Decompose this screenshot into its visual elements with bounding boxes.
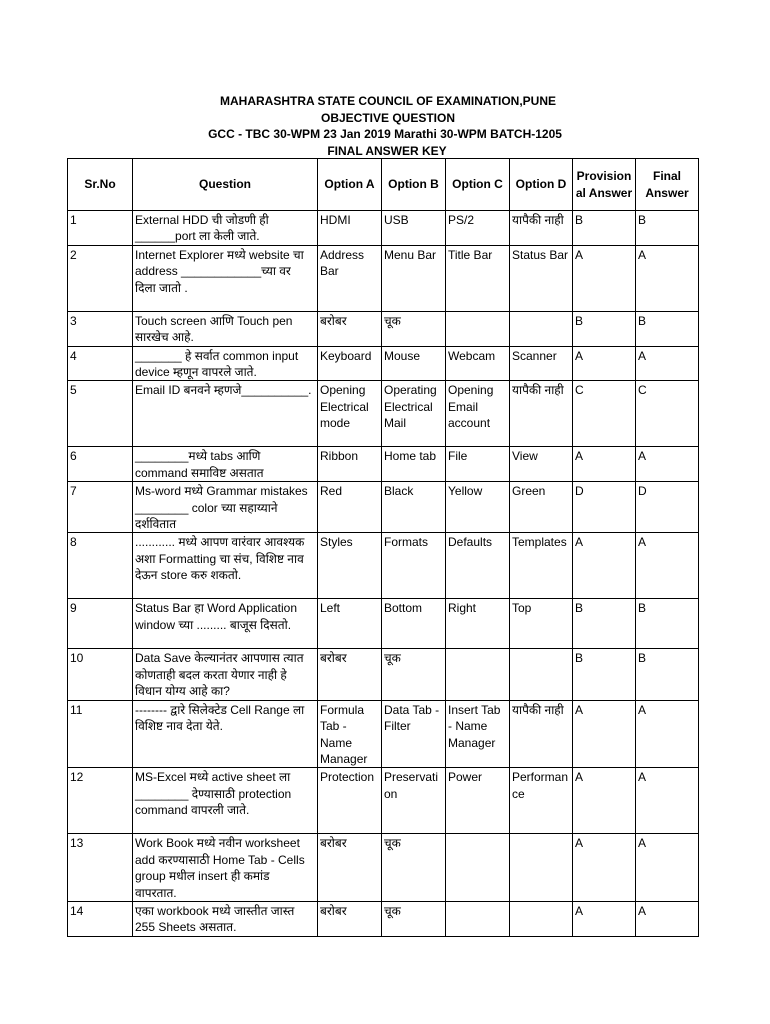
table-row (68, 901, 699, 936)
cell-question: Ms-word मध्ये Grammar mistakes ________ color च्या सहाय्याने दर्शवितात (133, 482, 318, 533)
cell-option-c: Defaults (446, 533, 510, 599)
document-heading (0, 93, 770, 159)
cell-option-a: Ribbon (318, 447, 382, 482)
cell-option-d: यापैकी नाही (510, 700, 573, 768)
cell-srno: 4 (68, 346, 133, 381)
table-row (68, 649, 699, 700)
cell-question: Status Bar हा Word Application window च्या ......... बाजूस दिसतो. (133, 599, 318, 649)
cell-question: -------- द्वारे सिलेक्टेड Cell Range ला विशिष्ट नाव देता येते. (133, 700, 318, 768)
cell-option-a: बरोबर (318, 901, 382, 936)
cell-option-a: बरोबर (318, 834, 382, 902)
cell-question: Data Save केल्यानंतर आपणास त्यात कोणताही बदल करता येणार नाही हे विधान योग्य आहे का? (133, 649, 318, 700)
cell-srno: 11 (68, 700, 133, 768)
cell-provisional-answer: A (573, 768, 636, 834)
cell-srno: 9 (68, 599, 133, 649)
header-final-answer: Final Answer (636, 159, 699, 211)
table-row (68, 768, 699, 834)
table-row (68, 311, 699, 346)
cell-option-a: बरोबर (318, 311, 382, 346)
cell-option-d (510, 649, 573, 700)
cell-option-b: Bottom (382, 599, 446, 649)
cell-question: ________मध्ये tabs आणि command समाविष्ट असतात (133, 447, 318, 482)
cell-final-answer: C (636, 381, 699, 447)
cell-option-d: Top (510, 599, 573, 649)
table-row (68, 381, 699, 447)
cell-question: Internet Explorer मध्ये website चा address ____________च्या वर दिला जातो . (133, 245, 318, 311)
cell-option-c: Webcam (446, 346, 510, 381)
cell-option-a: Protection (318, 768, 382, 834)
cell-final-answer: A (636, 346, 699, 381)
cell-option-b: Data Tab - Filter (382, 700, 446, 768)
cell-question: Touch screen आणि Touch pen सारखेच आहे. (133, 311, 318, 346)
table-row (68, 346, 699, 381)
cell-option-a: Left (318, 599, 382, 649)
cell-srno: 2 (68, 245, 133, 311)
cell-option-a: Opening Electrical mode (318, 381, 382, 447)
cell-option-c (446, 901, 510, 936)
cell-option-b: Formats (382, 533, 446, 599)
cell-provisional-answer: A (573, 346, 636, 381)
cell-srno: 13 (68, 834, 133, 902)
cell-srno: 1 (68, 211, 133, 246)
cell-option-c: Yellow (446, 482, 510, 533)
answer-key-table (67, 158, 699, 937)
cell-question: MS-Excel मध्ये active sheet ला ________ देण्यासाठी protection command वापरली जाते. (133, 768, 318, 834)
cell-provisional-answer: D (573, 482, 636, 533)
cell-option-b: Menu Bar (382, 245, 446, 311)
header-option-b: Option B (382, 159, 446, 211)
header-option-a: Option A (318, 159, 382, 211)
cell-option-c: Power (446, 768, 510, 834)
cell-final-answer: A (636, 901, 699, 936)
cell-provisional-answer: A (573, 700, 636, 768)
exam-batch-line: GCC - TBC 30-WPM 23 Jan 2019 Marathi 30-WPM BATCH-1205 (208, 127, 562, 141)
cell-question: Work Book मध्ये नवीन worksheet add करण्यासाठी Home Tab - Cells group मधील insert ही कमांड वापरतात. (133, 834, 318, 902)
cell-option-c: File (446, 447, 510, 482)
cell-option-c: PS/2 (446, 211, 510, 246)
cell-option-d: Templates (510, 533, 573, 599)
cell-option-c: Opening Email account (446, 381, 510, 447)
cell-srno: 7 (68, 482, 133, 533)
cell-question: एका workbook मध्ये जास्तीत जास्त 255 Sheets असतात. (133, 901, 318, 936)
cell-final-answer: B (636, 649, 699, 700)
cell-provisional-answer: A (573, 834, 636, 902)
header-question: Question (133, 159, 318, 211)
table-row (68, 533, 699, 599)
cell-option-d (510, 311, 573, 346)
cell-question: _______ हे सर्वात common input device म्हणून वापरले जाते. (133, 346, 318, 381)
cell-option-d: यापैकी नाही (510, 381, 573, 447)
cell-provisional-answer: B (573, 311, 636, 346)
table-row (68, 447, 699, 482)
cell-option-b: चूक (382, 834, 446, 902)
cell-option-c: Right (446, 599, 510, 649)
cell-option-b: Home tab (382, 447, 446, 482)
cell-srno: 3 (68, 311, 133, 346)
cell-final-answer: A (636, 533, 699, 599)
header-provisional-answer: Provisional Answer (573, 159, 636, 211)
cell-option-c: Insert Tab - Name Manager (446, 700, 510, 768)
cell-option-d: View (510, 447, 573, 482)
cell-srno: 10 (68, 649, 133, 700)
table-row (68, 700, 699, 768)
table-body (68, 211, 699, 937)
cell-option-d: Performance (510, 768, 573, 834)
cell-option-d: Scanner (510, 346, 573, 381)
cell-srno: 6 (68, 447, 133, 482)
cell-provisional-answer: A (573, 447, 636, 482)
cell-option-d: Status Bar (510, 245, 573, 311)
cell-final-answer: B (636, 311, 699, 346)
cell-option-b: Mouse (382, 346, 446, 381)
cell-option-b: USB (382, 211, 446, 246)
cell-question: Email ID बनवने म्हणजे__________. (133, 381, 318, 447)
council-title: MAHARASHTRA STATE COUNCIL OF EXAMINATION,PUNE (220, 94, 556, 108)
cell-final-answer: A (636, 768, 699, 834)
table-row (68, 599, 699, 649)
cell-option-d (510, 834, 573, 902)
cell-final-answer: A (636, 700, 699, 768)
cell-final-answer: D (636, 482, 699, 533)
cell-provisional-answer: B (573, 599, 636, 649)
cell-option-b: चूक (382, 901, 446, 936)
table-row (68, 211, 699, 246)
table-row (68, 834, 699, 902)
cell-option-b: चूक (382, 311, 446, 346)
cell-option-a: Styles (318, 533, 382, 599)
cell-provisional-answer: C (573, 381, 636, 447)
cell-srno: 14 (68, 901, 133, 936)
cell-option-b: Black (382, 482, 446, 533)
cell-question: External HDD ची जोडणी ही ______port ला केली जाते. (133, 211, 318, 246)
cell-option-b: Preservation (382, 768, 446, 834)
cell-final-answer: B (636, 599, 699, 649)
cell-provisional-answer: B (573, 649, 636, 700)
cell-option-b: Operating Electrical Mail (382, 381, 446, 447)
cell-provisional-answer: A (573, 901, 636, 936)
cell-option-a: बरोबर (318, 649, 382, 700)
cell-option-d: Green (510, 482, 573, 533)
cell-final-answer: B (636, 211, 699, 246)
cell-final-answer: A (636, 245, 699, 311)
cell-option-d: यापैकी नाही (510, 211, 573, 246)
cell-srno: 5 (68, 381, 133, 447)
cell-srno: 8 (68, 533, 133, 599)
cell-option-c (446, 649, 510, 700)
header-option-d: Option D (510, 159, 573, 211)
cell-provisional-answer: A (573, 533, 636, 599)
table-header-row (68, 159, 699, 211)
cell-option-c: Title Bar (446, 245, 510, 311)
header-srno: Sr.No (68, 159, 133, 211)
cell-provisional-answer: B (573, 211, 636, 246)
cell-srno: 12 (68, 768, 133, 834)
cell-option-a: Formula Tab - Name Manager (318, 700, 382, 768)
cell-option-a: Red (318, 482, 382, 533)
cell-option-c (446, 834, 510, 902)
cell-final-answer: A (636, 447, 699, 482)
cell-option-a: Address Bar (318, 245, 382, 311)
cell-option-b: चूक (382, 649, 446, 700)
cell-option-d (510, 901, 573, 936)
cell-option-a: Keyboard (318, 346, 382, 381)
cell-provisional-answer: A (573, 245, 636, 311)
table-row (68, 482, 699, 533)
document-subtitle: OBJECTIVE QUESTION (320, 110, 456, 125)
cell-option-a: HDMI (318, 211, 382, 246)
cell-question: ............ मध्ये आपण वारंवार आवश्यक अशा Formatting चा संच, विशिष्ट नाव देऊन store करु शकतो. (133, 533, 318, 599)
answer-key-title: FINAL ANSWER KEY (327, 143, 447, 158)
header-option-c: Option C (446, 159, 510, 211)
table-row (68, 245, 699, 311)
cell-option-c (446, 311, 510, 346)
cell-final-answer: A (636, 834, 699, 902)
